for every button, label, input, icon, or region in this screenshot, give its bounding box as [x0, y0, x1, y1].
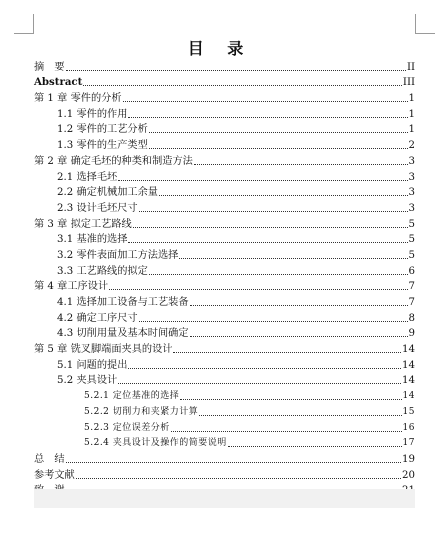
toc-entry-label: 1.1 零件的作用 — [57, 108, 128, 120]
toc-entry-page-number: 7 — [408, 297, 415, 308]
toc-entry-label: 摘 要 — [34, 61, 65, 73]
toc-entry-page-number: 5 — [408, 234, 415, 246]
dot-leader — [149, 273, 408, 275]
toc-entry[interactable] — [34, 199, 415, 215]
toc-entry[interactable] — [34, 403, 415, 419]
toc-entry[interactable] — [34, 74, 415, 90]
toc-entry[interactable] — [34, 340, 415, 356]
toc-entry-page-number: 3 — [408, 171, 415, 183]
toc-entry-label: 1.2 零件的工艺分析 — [57, 124, 148, 136]
dot-leader — [128, 367, 401, 369]
toc-entry-page-number: 14 — [402, 375, 415, 387]
toc-entry[interactable] — [34, 231, 415, 247]
dot-leader — [149, 131, 408, 133]
toc-entry[interactable] — [34, 89, 415, 105]
dot-leader — [179, 257, 407, 259]
toc-entry[interactable] — [34, 184, 415, 200]
dot-leader — [190, 304, 408, 306]
toc-entry[interactable] — [34, 215, 415, 231]
toc-entry-label: 4.2 确定工序尺寸 — [57, 312, 138, 324]
toc-entry-page-number: 8 — [408, 312, 415, 324]
dot-leader — [199, 414, 401, 416]
toc-entry[interactable] — [34, 387, 415, 403]
toc-entry[interactable] — [34, 435, 415, 451]
toc-entry-page-number: 14 — [402, 359, 415, 371]
toc-entry[interactable] — [34, 293, 415, 309]
dot-leader — [228, 445, 402, 447]
crop-mark-top-left — [33, 14, 34, 34]
toc-entry[interactable] — [34, 136, 415, 152]
toc-entry[interactable] — [34, 372, 415, 388]
toc-entry[interactable] — [34, 450, 415, 466]
dot-leader — [190, 335, 408, 337]
toc-entry-page-number: 2 — [408, 140, 415, 152]
toc-entry-page-number: 19 — [402, 453, 415, 465]
toc-entry-label: 4.1 选择加工设备与工艺装备 — [57, 297, 189, 308]
toc-entry-label: 4.3 切削用量及基本时间确定 — [57, 328, 189, 340]
toc-entry[interactable] — [34, 466, 415, 482]
dot-leader — [66, 461, 401, 463]
toc-entry-page-number: 3 — [408, 202, 415, 214]
dot-leader — [118, 382, 401, 384]
page-footer-band — [34, 489, 415, 508]
dot-leader — [109, 288, 407, 290]
toc-entry-page-number: II — [406, 61, 415, 73]
dot-leader — [194, 163, 408, 165]
toc-entry-page-number: 3 — [408, 187, 415, 199]
page-title: 目 录 — [187, 39, 253, 58]
toc-entry-page-number: 1 — [408, 124, 415, 136]
toc-entry-page-number: 14 — [402, 344, 415, 356]
toc-entry-label: 5.2.3 定位误差分析 — [84, 422, 170, 433]
dot-leader — [139, 320, 408, 322]
dot-leader — [128, 241, 407, 243]
dot-leader — [133, 226, 408, 228]
toc-entry-label: 第 5 章 铣叉脚端面夹具的设计 — [34, 344, 173, 356]
toc-entry-page-number: 5 — [408, 249, 415, 261]
toc-entry-label: 3.1 基准的选择 — [57, 234, 128, 246]
table-of-contents — [34, 58, 415, 497]
toc-entry-label: 2.2 确定机械加工余量 — [57, 187, 158, 199]
toc-entry-page-number: 17 — [402, 438, 415, 449]
toc-entry-page-number: 5 — [408, 218, 415, 230]
dot-leader — [139, 210, 408, 212]
dot-leader — [128, 116, 407, 118]
toc-entry-label: 2.1 选择毛坯 — [57, 171, 118, 183]
dot-leader — [180, 398, 401, 400]
toc-entry-label: 1.3 零件的生产类型 — [57, 140, 148, 152]
toc-entry-label: 5.2.4 夹具设计及操作的简要说明 — [84, 438, 227, 449]
toc-entry-label: 5.1 问题的提出 — [57, 359, 128, 371]
toc-entry-label: 第 4 章工序设计 — [34, 281, 109, 293]
toc-entry-page-number: 7 — [408, 281, 415, 293]
toc-entry-label: 2.3 设计毛坯尺寸 — [57, 202, 138, 214]
toc-entry-page-number: 15 — [402, 406, 415, 417]
toc-entry-label: 5.2 夹具设计 — [57, 375, 118, 387]
dot-leader — [83, 84, 402, 86]
toc-entry[interactable] — [34, 278, 415, 294]
crop-mark-top-right-h — [415, 33, 435, 34]
toc-entry-label: 总 结 — [34, 453, 65, 465]
toc-entry-page-number: 1 — [408, 93, 415, 105]
toc-entry[interactable] — [34, 325, 415, 341]
toc-entry-page-number: 20 — [402, 469, 415, 481]
dot-leader — [123, 100, 408, 102]
toc-entry-page-number: 14 — [402, 391, 415, 402]
toc-entry-page-number: 9 — [408, 328, 415, 340]
toc-entry-page-number: 16 — [402, 422, 415, 433]
dot-leader — [171, 430, 402, 432]
crop-mark-top-right — [415, 14, 416, 34]
dot-leader — [159, 194, 408, 196]
toc-entry[interactable] — [34, 262, 415, 278]
toc-entry[interactable] — [34, 356, 415, 372]
toc-entry-label: 第 1 章 零件的分析 — [34, 93, 122, 105]
toc-entry-page-number: 1 — [408, 108, 415, 120]
toc-entry[interactable] — [34, 152, 415, 168]
toc-entry[interactable] — [34, 168, 415, 184]
toc-entry[interactable] — [34, 58, 415, 74]
toc-entry-label: 第 2 章 确定毛坯的种类和制造方法 — [34, 155, 193, 167]
toc-entry[interactable] — [34, 309, 415, 325]
toc-entry-label: 3.3 工艺路线的拟定 — [57, 265, 148, 277]
toc-entry-label: 5.2.2 切削力和夹紧力计算 — [84, 406, 199, 417]
toc-entry-label: 第 3 章 拟定工艺路线 — [34, 218, 132, 230]
toc-entry-label: 5.2.1 定位基准的选择 — [84, 391, 180, 402]
toc-entry-label: 参考文献 — [34, 469, 75, 481]
toc-entry-page-number: 6 — [408, 265, 415, 277]
dot-leader — [118, 179, 407, 181]
toc-entry[interactable] — [34, 105, 415, 121]
toc-entry-label: Abstract — [34, 76, 83, 89]
toc-entry[interactable] — [34, 121, 415, 137]
dot-leader — [76, 477, 401, 479]
toc-entry-page-number: III — [402, 77, 415, 89]
dot-leader — [173, 351, 401, 353]
crop-mark-top-left-h — [14, 33, 34, 34]
dot-leader — [149, 147, 408, 149]
dot-leader — [66, 69, 406, 71]
toc-entry[interactable] — [34, 246, 415, 262]
toc-entry-page-number: 3 — [408, 155, 415, 167]
toc-entry[interactable] — [34, 419, 415, 435]
toc-entry-label: 3.2 零件表面加工方法选择 — [57, 249, 179, 261]
